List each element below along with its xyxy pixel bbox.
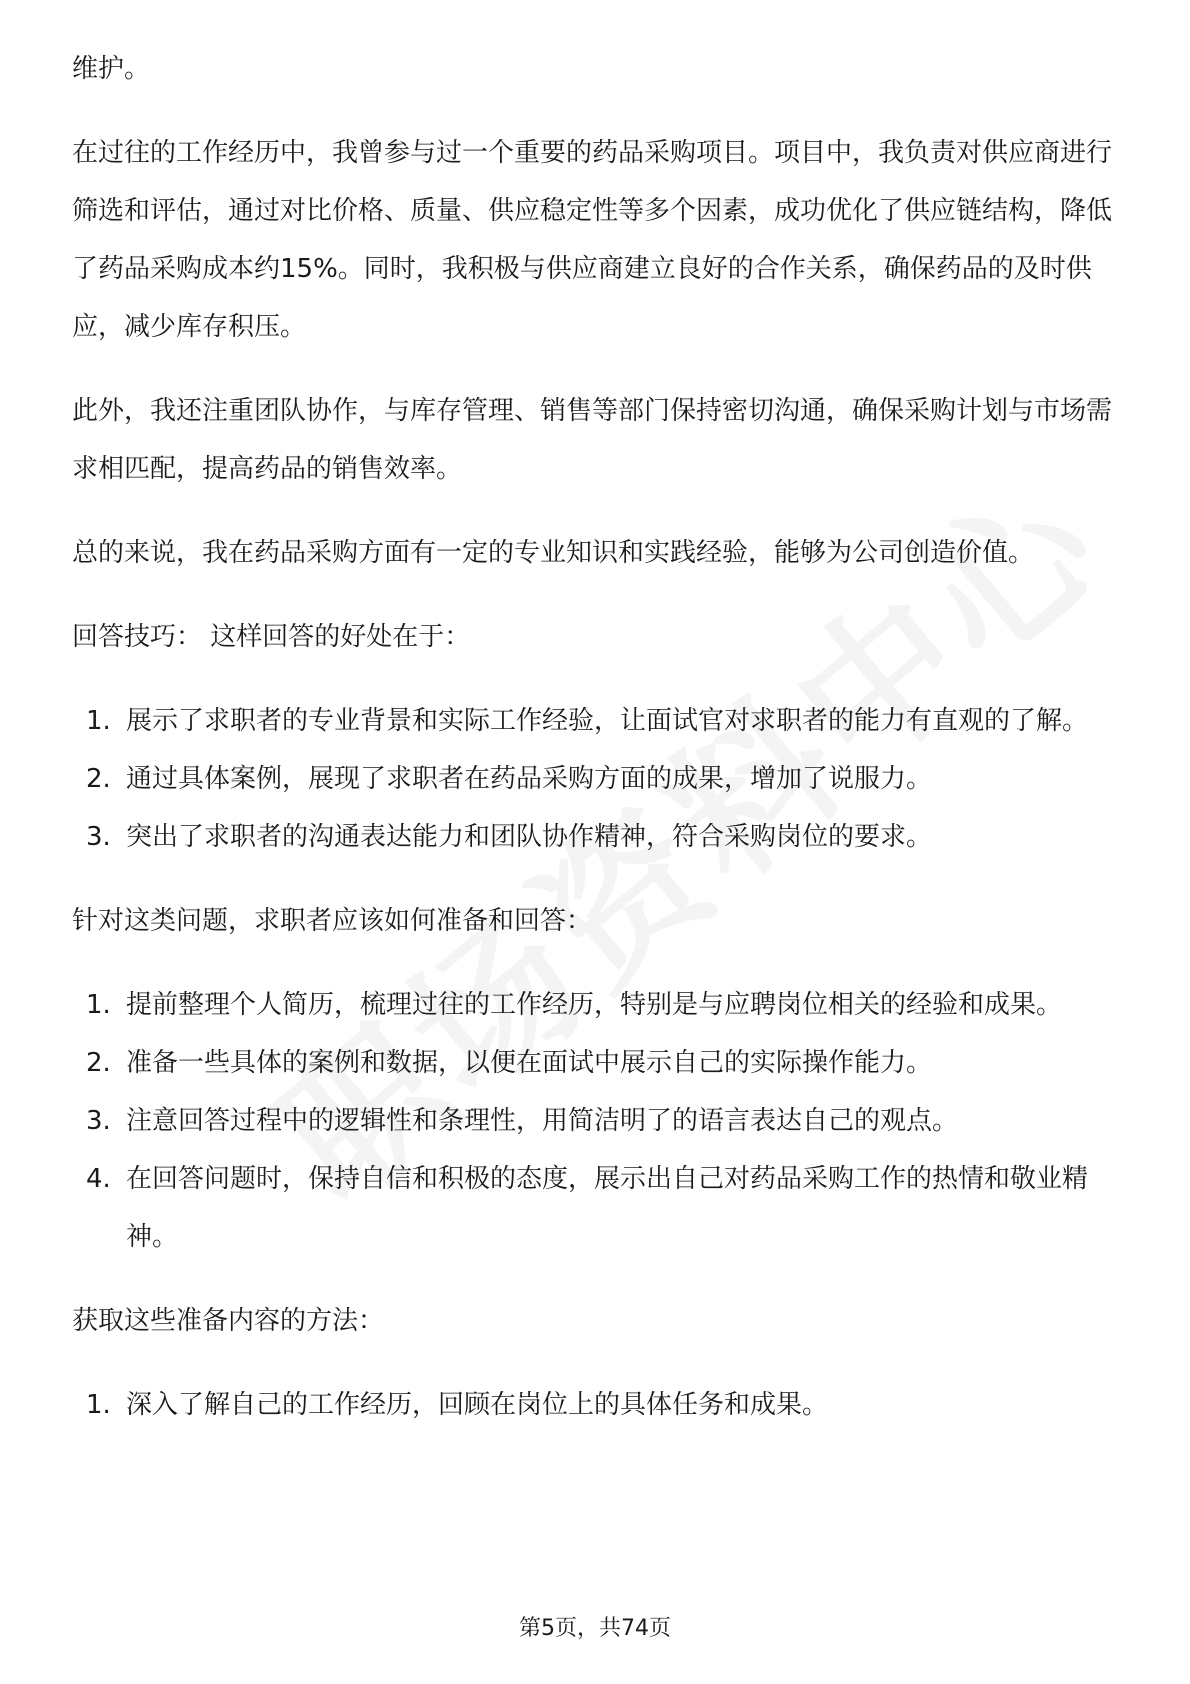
method-list — [72, 1376, 1122, 1434]
list-number: 2. — [86, 1048, 111, 1078]
list-number: 2. — [86, 764, 111, 794]
list-item-text: 通过具体案例，展现了求职者在药品采购方面的成果，增加了说服力。 — [126, 764, 933, 794]
list-number: 3. — [86, 822, 111, 852]
prep-heading: 针对这类问题，求职者应该如何准备和回答： — [72, 906, 593, 936]
list-item — [72, 1376, 1122, 1434]
list-item-text: 突出了求职者的沟通表达能力和团队协作精神，符合采购岗位的要求。 — [126, 822, 933, 852]
paragraph-teamwork: 此外，我还注重团队协作，与库存管理、销售等部门保持密切沟通，确保采购计划与市场需求相匹配，提高药品的销售效率。 — [72, 396, 1113, 484]
list-item-text: 提前整理个人简历，梳理过往的工作经历，特别是与应聘岗位相关的经验和成果。 — [126, 990, 1063, 1020]
list-item — [72, 976, 1122, 1034]
list-item-text: 在回答问题时，保持自信和积极的态度，展示出自己对药品采购工作的热情和敬业精神。 — [126, 1164, 1089, 1252]
list-item — [72, 692, 1122, 750]
list-item — [72, 1092, 1122, 1150]
list-item — [72, 1150, 1122, 1266]
list-number: 1. — [86, 706, 111, 736]
list-number: 1. — [86, 990, 111, 1020]
paragraph-continued: 维护。 — [72, 54, 151, 84]
list-item-text: 深入了解自己的工作经历，回顾在岗位上的具体任务和成果。 — [126, 1390, 829, 1420]
paragraph-experience: 在过往的工作经历中，我曾参与过一个重要的药品采购项目。项目中，我负责对供应商进行筛选和评估，通过对比价格、质量、供应稳定性等多个因素，成功优化了供应链结构，降低了药品采购成本约15%。同时，我积极与供应商建立良好的合作关系，确保药品的及时供应，减少库存积压。 — [72, 138, 1113, 342]
tips-heading: 回答技巧： 这样回答的好处在于： — [72, 622, 471, 652]
list-item — [72, 750, 1122, 808]
page-footer: 第5页，共74页 — [519, 1616, 671, 1641]
paragraph-summary: 总的来说，我在药品采购方面有一定的专业知识和实践经验，能够为公司创造价值。 — [72, 538, 1035, 568]
list-number: 1. — [86, 1390, 111, 1420]
method-heading: 获取这些准备内容的方法： — [72, 1306, 385, 1336]
list-item — [72, 1034, 1122, 1092]
list-number: 3. — [86, 1106, 111, 1136]
list-number: 4. — [86, 1164, 111, 1194]
list-item-text: 注意回答过程中的逻辑性和条理性，用简洁明了的语言表达自己的观点。 — [126, 1106, 959, 1136]
document-body — [72, 40, 1122, 1460]
tips-list — [72, 692, 1122, 866]
list-item — [72, 808, 1122, 866]
list-item-text: 展示了求职者的专业背景和实际工作经验，让面试官对求职者的能力有直观的了解。 — [126, 706, 1089, 736]
prep-list — [72, 976, 1122, 1266]
list-item-text: 准备一些具体的案例和数据，以便在面试中展示自己的实际操作能力。 — [126, 1048, 933, 1078]
